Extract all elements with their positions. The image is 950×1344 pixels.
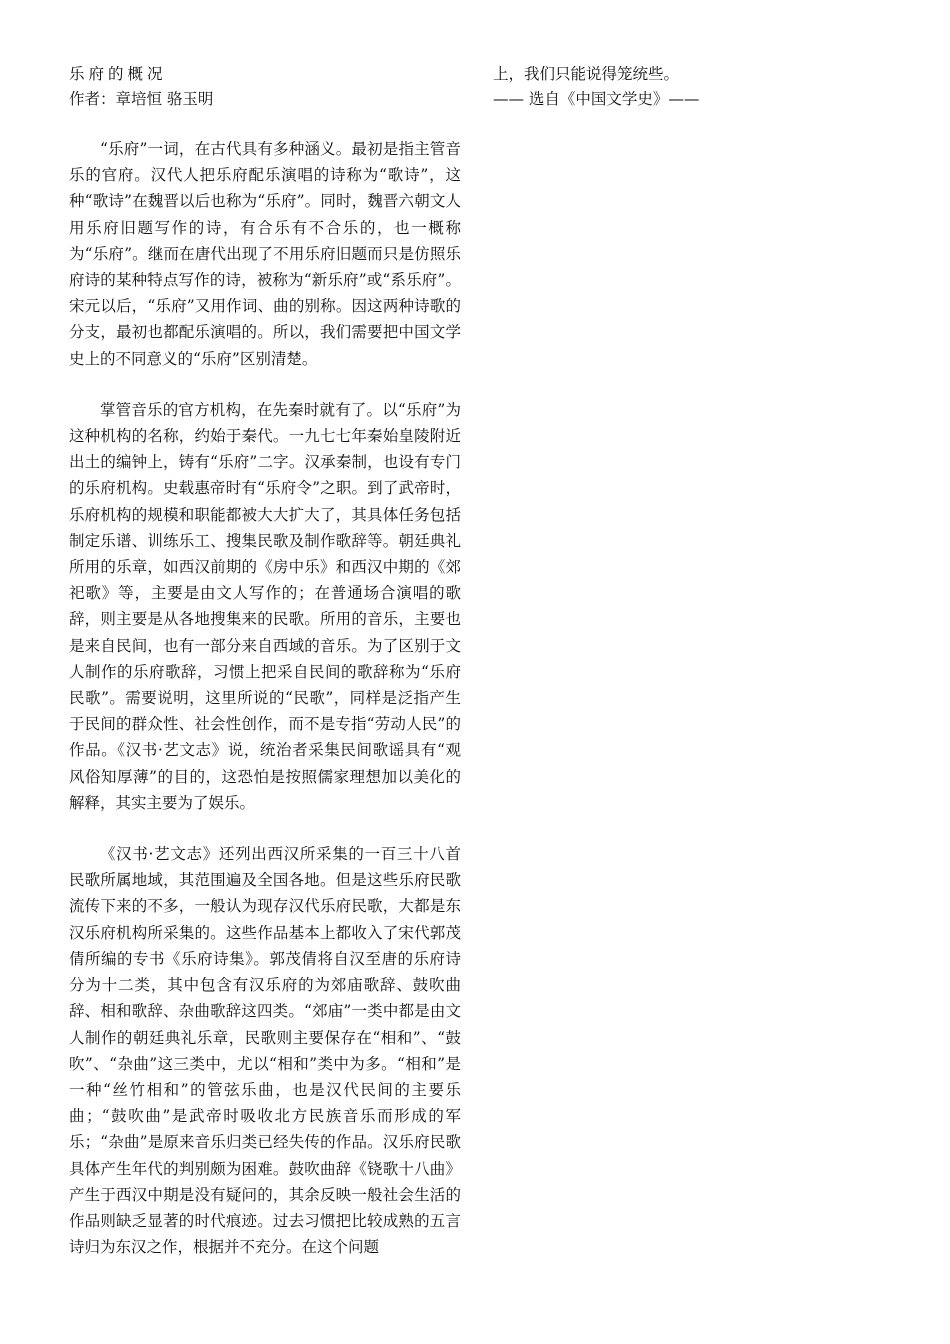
- paragraph-2: 掌管音乐的官方机构，在先秦时就有了。以“乐府”为这种机构的名称，约始于秦代。一九七七年秦始皇陵附近出土的编钟上，铸有“乐府”二字。汉承秦制，也设有专门的乐府机构。史载惠帝时有“乐府令”之职。到了武帝时，乐府机构的规模和职能都被大大扩大了，其具体任务包括制定乐谱、训练乐工、搜集民歌及制作歌辞等。朝廷典礼所用的乐章，如西汉前期的《房中乐》和西汉中期的《郊祀歌》等，主要是由文人写作的；在普通场合演唱的歌辞，则主要是从各地搜集来的民歌。所用的音乐，主要也是来自民间，也有一部分来自西域的音乐。为了区别于文人制作的乐府歌辞，习惯上把采自民间的歌辞称为“乐府民歌”。需要说明，这里所说的“民歌”，同样是泛指产生于民间的群众性、社会性创作，而不是专指“劳动人民”的作品。《汉书·艺文志》说，统治者采集民间歌谣具有“观风俗知厚薄”的目的，这恐怕是按照儒家理想加以美化的解释，其实主要为了娱乐。: [69, 400, 461, 812]
- source-note: —— 选自《中国文学史》——: [493, 90, 700, 108]
- right-column: [493, 62, 893, 112]
- left-column: [69, 62, 461, 1260]
- article-body: [69, 136, 461, 1260]
- paragraph-1: “乐府”一词，在古代具有多种涵义。最初是指主管音乐的官府。汉代人把乐府配乐演唱的诗称为“歌诗”，这种“歌诗”在魏晋以后也称为“乐府”。同时，魏晋六朝文人用乐府旧题写作的诗，有合乐有不合乐的，也一概称为“乐府”。继而在唐代出现了不用乐府旧题而只是仿照乐府诗的某种特点写作的诗，被称为“新乐府”或“系乐府”。宋元以后，“乐府”又用作词、曲的别称。因这两种诗歌的分支，最初也都配乐演唱的。所以，我们需要把中国文学史上的不同意义的“乐府”区别清楚。: [69, 140, 461, 368]
- article-title: 乐府的概况: [69, 65, 167, 83]
- paragraph-3-continuation: 上，我们只能说得笼统些。: [493, 65, 680, 83]
- article-authors: 作者：章培恒 骆玉明: [69, 90, 214, 108]
- paragraph-3: 《汉书·艺文志》还列出西汉所采集的一百三十八首民歌所属地域，其范围遍及全国各地。但是这些乐府民歌流传下来的不多，一般认为现存汉代乐府民歌，大都是东汉乐府机构所采集的。这些作品基本上都收入了宋代郭茂倩所编的专书《乐府诗集》。郭茂倩将自汉至唐的乐府诗分为十二类，其中包含有汉乐府的为郊庙歌辞、鼓吹曲辞、相和歌辞、杂曲歌辞这四类。“郊庙”一类中都是由文人制作的朝廷典礼乐章，民歌则主要保存在“相和”、“鼓吹”、“杂曲”这三类中，尤以“相和”类中为多。“相和”是一种“丝竹相和”的管弦乐曲，也是汉代民间的主要乐曲；“鼓吹曲”是武帝时吸收北方民族音乐而形成的军乐；“杂曲”是原来音乐归类已经失传的作品。汉乐府民歌具体产生年代的判别颇为困难。鼓吹曲辞《铙歌十八曲》产生于西汉中期是没有疑问的，其余反映一般社会生活的作品则缺乏显著的时代痕迹。过去习惯把比较成熟的五言诗归为东汉之作，根据并不充分。在这个问题: [69, 845, 461, 1257]
